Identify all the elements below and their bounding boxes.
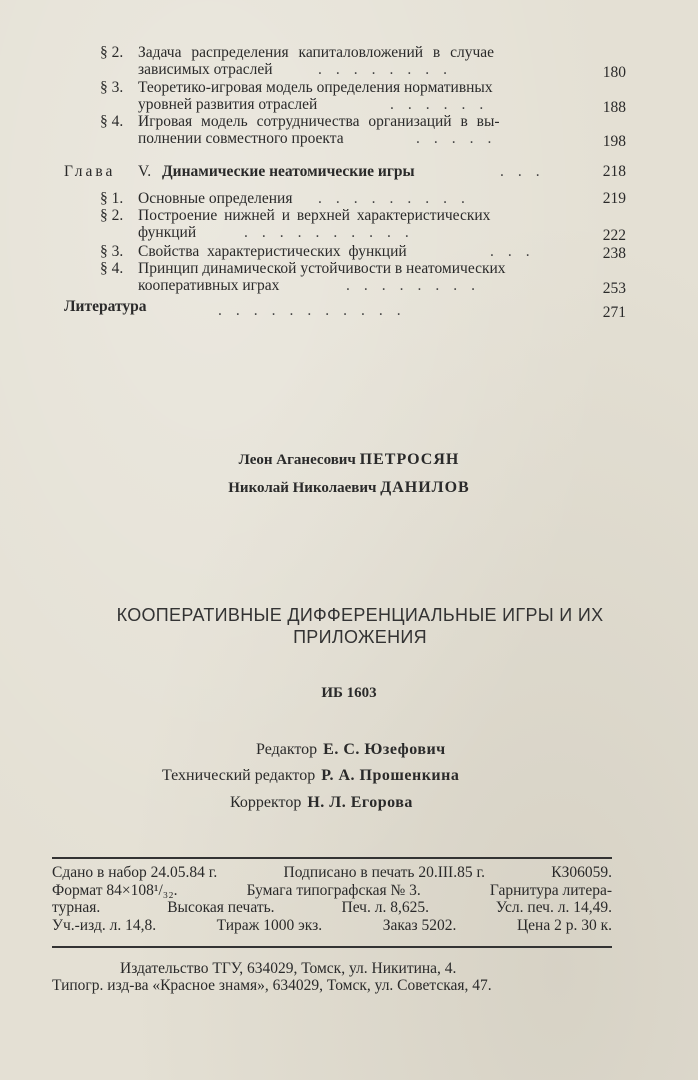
toc-leader-dots: ........ — [346, 277, 489, 294]
imprint-block — [52, 864, 612, 934]
imprint-text: Гарнитура литера- — [489, 881, 612, 899]
toc-page-number: 180 — [602, 64, 626, 81]
toc-entry-title: Теоретико-игровая модель определения нормативных — [138, 79, 493, 96]
author-surname: ПЕТРОСЯН — [359, 451, 460, 468]
toc-entry-title: Принцип динамической устойчивости в неатомических — [138, 260, 506, 277]
toc-entry-title-cont: полнении совместного проекта — [138, 130, 344, 147]
imprint-text: Подписано в печать 20.III.85 г. — [283, 864, 485, 881]
toc-entry-title: Основные определения — [138, 190, 293, 207]
credit-editor — [256, 741, 446, 759]
toc-literature-title: Литература — [64, 298, 147, 315]
toc-page-number: 271 — [602, 304, 626, 321]
toc-leader-dots: ........... — [218, 302, 415, 319]
printer-line: Типогр. изд-ва «Красное знамя», 634029, Томск, ул. Советская, 47. — [52, 977, 492, 994]
credit-name: Н. Л. Егорова — [307, 794, 413, 811]
toc-leader-dots: ......... — [318, 190, 479, 207]
imprint-text: Формат 84×108¹/₃₂. — [52, 881, 178, 899]
author-line — [0, 479, 698, 497]
imprint-text: Усл. печ. л. 14,49. — [495, 899, 612, 916]
author-given-name: Леон Аганесович — [238, 452, 356, 468]
toc-section-number: § 2. — [100, 44, 124, 61]
book-title — [60, 604, 660, 648]
imprint-text: Заказ 5202. — [382, 916, 457, 934]
imprint-text: Печ. л. 8,625. — [341, 899, 429, 916]
toc-leader-dots: ... — [500, 163, 554, 180]
toc-page-number: 253 — [602, 280, 626, 297]
toc-entry-title-cont: функций — [138, 224, 197, 241]
credit-tech-editor — [162, 767, 459, 785]
credit-role: Редактор — [256, 741, 318, 758]
credit-name: Р. А. Прошенкина — [321, 767, 460, 784]
toc-page-number: 218 — [602, 163, 626, 180]
imprint-line — [52, 882, 612, 900]
toc-entry-title: Свойства характеристических функций — [138, 243, 407, 260]
imprint-line — [52, 899, 612, 917]
author-line — [0, 451, 698, 469]
toc-entry-title: Построение нижней и верхней характеристических — [138, 207, 491, 224]
imprint-line — [52, 917, 612, 935]
toc-chapter-number: V. — [138, 163, 152, 180]
credit-proofreader — [230, 794, 413, 812]
imprint-text: турная. — [52, 899, 101, 916]
imprint-text: Сдано в набор 24.05.84 г. — [52, 864, 218, 881]
toc-section-number: § 4. — [100, 260, 124, 277]
toc-leader-dots: ...... — [390, 96, 498, 113]
toc-section-number: § 4. — [100, 113, 124, 130]
toc-page-number: 238 — [602, 245, 626, 262]
toc-entry-title: Игровая модель сотрудничества организаций в вы- — [138, 113, 500, 130]
imprint-text: КЗ06059. — [551, 864, 612, 881]
toc-section-number: § 3. — [100, 243, 124, 260]
toc-section-number: § 1. — [100, 190, 124, 207]
imprint-text: Бумага типографская № 3. — [246, 881, 421, 899]
toc-section-number: § 2. — [100, 207, 124, 224]
credit-role: Корректор — [230, 794, 302, 811]
credit-name: Е. С. Юзефович — [323, 741, 446, 758]
toc-leader-dots: ... — [490, 243, 544, 260]
toc-page-number: 222 — [602, 227, 626, 244]
imprint-top-rule — [52, 857, 612, 859]
imprint-text: Уч.-изд. л. 14,8. — [52, 916, 157, 934]
toc-page-number: 219 — [602, 190, 626, 207]
toc-leader-dots: ..... — [416, 130, 506, 147]
book-title-line: КООПЕРАТИВНЫЕ ДИФФЕРЕНЦИАЛЬНЫЕ ИГРЫ И ИХ — [116, 605, 604, 625]
book-title-line: ПРИЛОЖЕНИЯ — [293, 627, 427, 647]
credit-role: Технический редактор — [162, 767, 316, 784]
imprint-text: Тираж 1000 экз. — [216, 916, 323, 934]
toc-chapter-label: Глава — [64, 163, 116, 180]
toc-entry-title-cont: кооперативных играх — [138, 277, 280, 294]
toc-section-number: § 3. — [100, 79, 124, 96]
toc-leader-dots: .......... — [244, 224, 423, 241]
imprint-line — [52, 864, 612, 882]
toc-leader-dots: ........ — [318, 61, 461, 78]
publisher-line: Издательство ТГУ, 634029, Томск, ул. Никитина, 4. — [120, 960, 457, 977]
imprint-bottom-rule — [52, 946, 612, 948]
author-surname: ДАНИЛОВ — [380, 479, 470, 496]
toc-page-number: 198 — [602, 133, 626, 150]
toc-entry-title-cont: зависимых отраслей — [138, 61, 273, 78]
toc-chapter-title: Динамические неатомические игры — [162, 163, 415, 180]
ib-number: ИБ 1603 — [321, 685, 377, 701]
imprint-text: Высокая печать. — [167, 899, 275, 916]
toc-entry-title-cont: уровней развития отраслей — [138, 96, 318, 113]
toc-entry-title: Задача распределения капиталовложений в случае — [138, 44, 495, 61]
author-given-name: Николай Николаевич — [228, 480, 377, 496]
toc-page-number: 188 — [602, 99, 626, 116]
imprint-text: Цена 2 р. 30 к. — [516, 916, 612, 934]
